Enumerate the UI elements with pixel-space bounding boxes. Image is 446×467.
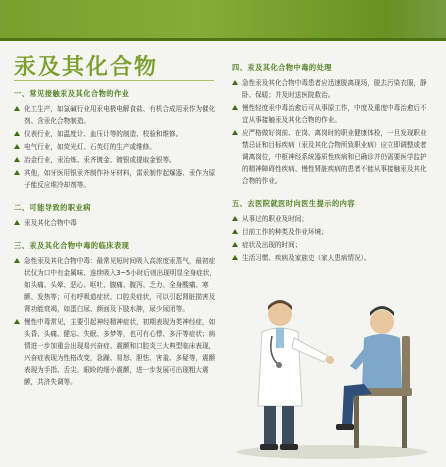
section-1-heading: 一、常见接触汞及其化合物的作业 <box>14 89 130 98</box>
section-3-heading: 三、汞及其化合物中毒的临床表现 <box>14 241 130 250</box>
triangle-bullet-icon <box>232 229 238 234</box>
patient-body <box>362 334 402 388</box>
list-item: 从事过的职业及时间； <box>232 213 432 225</box>
page-title: 汞及其化合物 <box>14 55 159 80</box>
chair-back <box>402 336 410 396</box>
list-item: 冶金行业，汞冶炼、汞齐镀金、镀银或提取金银等。 <box>14 154 218 166</box>
triangle-bullet-icon <box>14 106 20 111</box>
header-banner <box>0 0 446 41</box>
list-item: 急性汞及其化合物中毒患者应迅速脱离现场，脱去污染衣服，静卧、保暖；并及时送医院救治。 <box>232 77 432 101</box>
triangle-bullet-icon <box>232 80 238 85</box>
right-column <box>232 60 432 265</box>
doctor-shoe <box>280 444 298 450</box>
list-item: 汞及其化合物中毒 <box>14 217 218 229</box>
spacer <box>14 192 218 200</box>
list-item: 目前工作的种类及作业环境； <box>232 226 432 238</box>
doctor-leg <box>282 406 294 446</box>
header-stripe <box>0 38 446 41</box>
triangle-bullet-icon <box>14 220 20 225</box>
triangle-bullet-icon <box>14 319 20 324</box>
list-item: 化工生产，如氯碱行业用汞电极电解食盐、有机合成用汞作为催化剂、含汞化合物制造。 <box>14 103 218 127</box>
list-item: 应严格做好岗前、在岗、离岗时的职业健康体检，一旦发现职业禁忌证和目标疾病（汞及其化合物所致职业病）应立即调整或者调离岗位，中枢神经系统器质性疾病和已确诊并仍需要医学监护的精神障碍性疾病、慢性肾脏疾病的患者不能从事接触汞及其化合物的作业。 <box>232 127 432 187</box>
triangle-bullet-icon <box>232 105 238 110</box>
triangle-bullet-icon <box>232 255 238 260</box>
patient-head <box>370 310 394 334</box>
triangle-bullet-icon <box>14 144 20 149</box>
section-4-heading: 四、汞及其化合物中毒的处理 <box>232 63 332 72</box>
list-item: 仪表行业，如温度计、血压计等的制造、校验和维修。 <box>14 128 218 140</box>
triangle-bullet-icon <box>14 258 20 263</box>
triangle-bullet-icon <box>232 216 238 221</box>
triangle-bullet-icon <box>232 130 238 135</box>
chair-leg <box>354 396 359 448</box>
doctor-shirt <box>276 328 284 348</box>
doctor-patient-illustration <box>232 276 437 461</box>
spacer <box>232 188 432 196</box>
triangle-bullet-icon <box>14 170 20 175</box>
list-item: 急性汞及其化合物中毒：最常见短时间吸入高浓度汞蒸气，最初症状仅为口中有金属味、连续吸入3~5小时后则出现明显全身症状，如头痛、头晕、恶心、呕吐、腹痛、腹泻、乏力、全身酸痛、寒颤、发热等；可有呼吸道症状、口腔炎症状，可以引起肾脏损害及肾功能衰竭，如蛋白尿、颜面及下肢水肿，尿少尿闭等。 <box>14 255 218 315</box>
list-item: 慢性轻度汞中毒治愈后可从事原工作，中度及重度中毒治愈后不宜从事接触汞及其化合物的作业。 <box>232 102 432 126</box>
header-shade <box>386 0 446 41</box>
triangle-bullet-icon <box>14 157 20 162</box>
doctor-hand <box>326 356 334 364</box>
list-item: 慢性中毒常见，主要引起神经精神症状，初期表现为类神经症，如头昏、头痛、健忘、失眠、多梦等，也可有心悸、多汗等症状；病情进一步加重会出现易兴奋症、震颤和口腔炎三大典型临床表现，兴奋症表现为性格改变，急躁、易怒、胆怯、害羞、多疑等，震颤表现为手指、舌尖、眼睑的细小震颤，进一步发展可出现粗大震颤，共济失调等。 <box>14 316 218 388</box>
doctor-leg <box>264 406 276 446</box>
stethoscope-head <box>276 362 282 368</box>
patient-shoe <box>336 424 354 430</box>
section-2-heading: 二、可能导致的职业病 <box>14 203 91 212</box>
list-item: 电气行业，如荧光灯、石英灯的生产或维修。 <box>14 141 218 153</box>
chair-leg <box>402 396 407 448</box>
triangle-bullet-icon <box>14 131 20 136</box>
spacer <box>14 230 218 238</box>
list-item: 其他，如牙医用银汞齐制作补牙材料，雷汞制作起爆器、汞作为原子能反应堆冷却剂等。 <box>14 167 218 191</box>
doctor-shoe <box>260 444 278 450</box>
triangle-bullet-icon <box>232 242 238 247</box>
left-column <box>14 86 218 389</box>
list-item: 症状及出现的时间； <box>232 239 432 251</box>
section-5-heading: 五、去医院就医时向医生提示的内容 <box>232 199 356 208</box>
title-divider <box>14 80 214 81</box>
list-item: 生活习惯、疾病及家族史（家人患病情况）。 <box>232 252 432 264</box>
